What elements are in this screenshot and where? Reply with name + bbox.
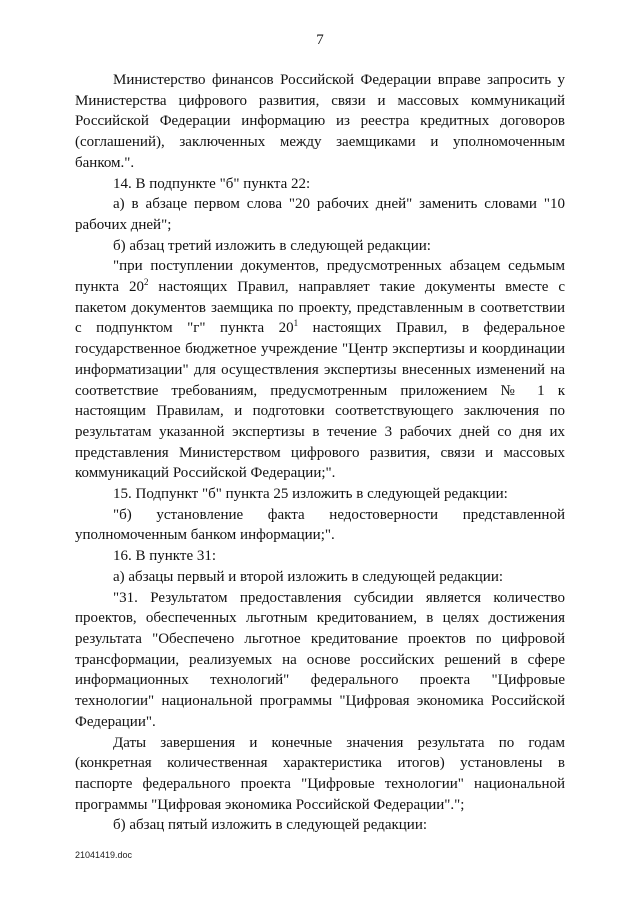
- paragraph-item-16: 16. В пункте 31:: [113, 548, 217, 565]
- page-number: 7: [316, 32, 324, 48]
- text-segment: настоящих Правил, направляет такие документы вместе с пакетом документов заемщика по проекту, представленным в соответствии с подпунктом "г" пункта 20: [75, 279, 565, 337]
- paragraph-item-14b: б) абзац третий изложить в следующей редакции:: [113, 237, 431, 254]
- text-segment: настоящих Правил, в федеральное государственное бюджетное учреждение "Центр экспертизы и координации информатизации" для осуществления экспертизы внесенных изменений на соответствие требованиям, предусмотренным приложением № 1 к настоящим Правилам, и подготовки соответствующего заключения по результатам указанной экспертизы в течение 3 рабочих дней со дня их представления Министерством цифрового развития, связи и массовых коммуникаций Российской Федерации;".: [75, 320, 565, 482]
- paragraph-dates-text: Даты завершения и конечные значения результата по годам (конкретная количественная характеристика итогов) установлены в паспорте федерального проекта "Цифровые технологии" национальной программы "Цифровая экономика Российской Федерации".";: [75, 734, 565, 813]
- paragraph-item-14a: а) в абзаце первом слова "20 рабочих дней" заменить словами "10 рабочих дней";: [75, 196, 565, 233]
- text-segment: "при поступлении документов, предусмотренных абзацем седьмым пункта 20: [75, 258, 565, 296]
- paragraph-item-31-text: "31. Результатом предоставления субсидии является количество проектов, обеспеченных льготным кредитованием, в целях достижения результата "Обеспечено льготное кредитование проектов по цифровой трансформации, реализуемых на основе российских решений в сфере информационных технологий" федерального проекта "Цифровые технологии" национальной программы "Цифровая экономика Российской Федерации".: [75, 589, 565, 730]
- paragraph-item-15: 15. Подпункт "б" пункта 25 изложить в следующей редакции:: [113, 486, 508, 503]
- document-body: [75, 70, 565, 836]
- paragraph-item-15-text: "б) установление факта недостоверности представленной уполномоченным банком информации;".: [75, 506, 565, 544]
- superscript: 2: [143, 277, 149, 288]
- paragraph-item-14: 14. В подпункте "б" пункта 22:: [113, 175, 311, 192]
- paragraph-item-16a: а) абзацы первый и второй изложить в следующей редакции:: [113, 568, 504, 585]
- paragraph-ministry-request: Министерство финансов Российской Федерации вправе запросить у Министерства цифрового развития, связи и массовых коммуникаций Российской Федерации информацию из реестра кредитных договоров (соглашений), заключенных между заемщиками и уполномоченным банком.".: [75, 72, 565, 171]
- paragraph-item-16b: б) абзац пятый изложить в следующей редакции:: [113, 817, 428, 834]
- footer-filename: 21041419.doc: [75, 850, 133, 860]
- paragraph-new-abzac-text: [75, 256, 565, 484]
- superscript: 1: [293, 318, 299, 329]
